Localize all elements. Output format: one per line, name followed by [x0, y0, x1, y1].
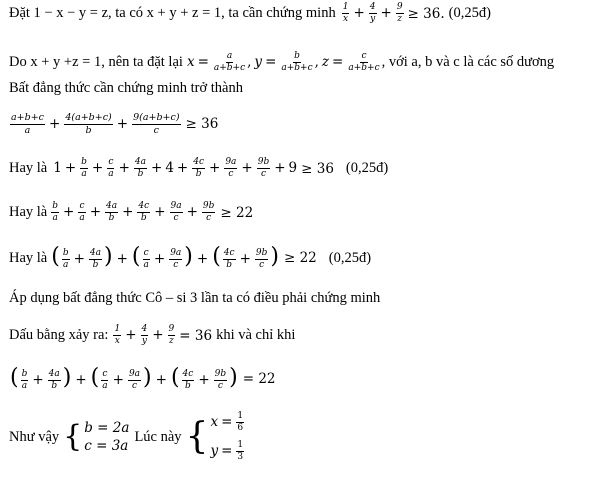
score: (0,25đ): [328, 249, 372, 266]
reduced-inequality: $\frac{b}{a}$ + $\frac{c}{a}$ + $\frac{4a}{b}$ + $\frac{4c}{b}$ + $\frac{9a}{c}$ + $\frac{9b}{c}$: [52, 201, 215, 223]
line-4: $\frac{a+b+c}{a}$ + $\frac{4(a+b+c)}{b}$ + $\frac{9(a+b+c)}{c}$ ≥ 36: [11, 112, 219, 136]
line-2-text: Do x + y +z = 1, nên ta đặt lại: [9, 54, 183, 70]
score: (0,25đ): [345, 160, 389, 176]
line-11: Như vậy { b = 2a c = 3a Lúc này { x = $\frac{1}{6}$ y = $\frac{1}{3}$: [9, 411, 244, 462]
line-2: [9, 52, 554, 73]
line-3-text: Bất đẳng thức cần chứng minh trở thành: [9, 80, 243, 96]
substitution: x = $\frac{a}{a+b+c}$ , y = $\frac{b}{a+b+c}$ , z = $\frac{c}{a+b+c}$: [186, 51, 380, 73]
line-8-text: Áp dụng bất đẳng thức Cô – si 3 lần ta có điều phải chứng minh: [9, 290, 381, 306]
line-10: ( $\frac{b}{a}$ + $\frac{4a}{b}$ ) + ( $\frac{c}{a}$ + $\frac{9a}{c}$ ) + ( $\frac{4c}{b}$ + $\frac{9b}{c}$ ) = 22: [10, 365, 276, 391]
line-6: Hay là $\frac{b}{a}$ + $\frac{c}{a}$ + $\frac{4a}{b}$ + $\frac{4c}{b}$ + $\frac{9a}{c}$ + $\frac{9b}{c}$ ≥ 22: [9, 201, 254, 223]
equality-condition: $\frac{1}{x}$ + $\frac{4}{y}$ + $\frac{9}{z}$: [114, 324, 175, 346]
equality-expression: ( $\frac{b}{a}$ + $\frac{4a}{b}$ ) + ( $\frac{c}{a}$ + $\frac{9a}{c}$ ) + ( $\frac{4c}{b}$ + $\frac{9b}{c}$ ): [10, 365, 238, 391]
goal-inequality: $\frac{1}{x}$ + $\frac{4}{y}$ + $\frac{9}{z}$: [342, 2, 403, 24]
transformed-inequality: $\frac{a+b+c}{a}$ + $\frac{4(a+b+c)}{b}$ + $\frac{9(a+b+c)}{c}$: [11, 112, 180, 136]
line-9: Dấu bằng xảy ra: $\frac{1}{x}$ + $\frac{4}{y}$ + $\frac{9}{z}$ = 36 khi và chỉ khi: [9, 324, 296, 346]
left-brace: {: [185, 416, 209, 457]
line-7: Hay là ( $\frac{b}{a}$ + $\frac{4a}{b}$ ) + ( $\frac{c}{a}$ + $\frac{9a}{c}$ ) + ( $\frac{4c}{b}$ + $\frac{9b}{c}$ ) ≥ 22 (0,25đ): [9, 244, 372, 270]
line-1-text: Đặt 1 − x − y = z, ta có x + y + z = 1, ta cần chứng minh: [9, 5, 336, 21]
expanded-inequality: 1 + $\frac{b}{a}$ + $\frac{c}{a}$ + $\frac{4a}{b}$ + 4 + $\frac{4c}{b}$ + $\frac{9a}{c}$ + $\frac{9b}{c}$ + 9: [53, 157, 298, 179]
line-8: [9, 290, 380, 307]
line-1: Đặt 1 − x − y = z, ta có x + y + z = 1, ta cần chứng minh $\frac{1}{x}$ + $\frac{4}{y}$ + $\frac{9}{z}$ ≥ 36. (0,25đ): [9, 2, 491, 24]
left-brace: {: [63, 419, 83, 454]
line-5: Hay là 1 + $\frac{b}{a}$ + $\frac{c}{a}$ + $\frac{4a}{b}$ + 4 + $\frac{4c}{b}$ + $\frac{9a}{c}$ + $\frac{9b}{c}$ + 9 ≥ 36 (0,25đ): [9, 157, 389, 179]
system-abc: b = 2a c = 3a: [84, 419, 130, 454]
line-2-post: , với a, b và c là các số dương: [381, 54, 555, 70]
system-xy: x = $\frac{1}{6}$ y = $\frac{1}{3}$: [210, 411, 244, 462]
line-3: [9, 80, 243, 97]
score: (0,25đ): [448, 5, 491, 21]
grouped-inequality: ( $\frac{b}{a}$ + $\frac{4a}{b}$ ) + ( $\frac{c}{a}$ + $\frac{9a}{c}$ ) + ( $\frac{4c}{b}$ + $\frac{9b}{c}$ ): [51, 244, 279, 270]
